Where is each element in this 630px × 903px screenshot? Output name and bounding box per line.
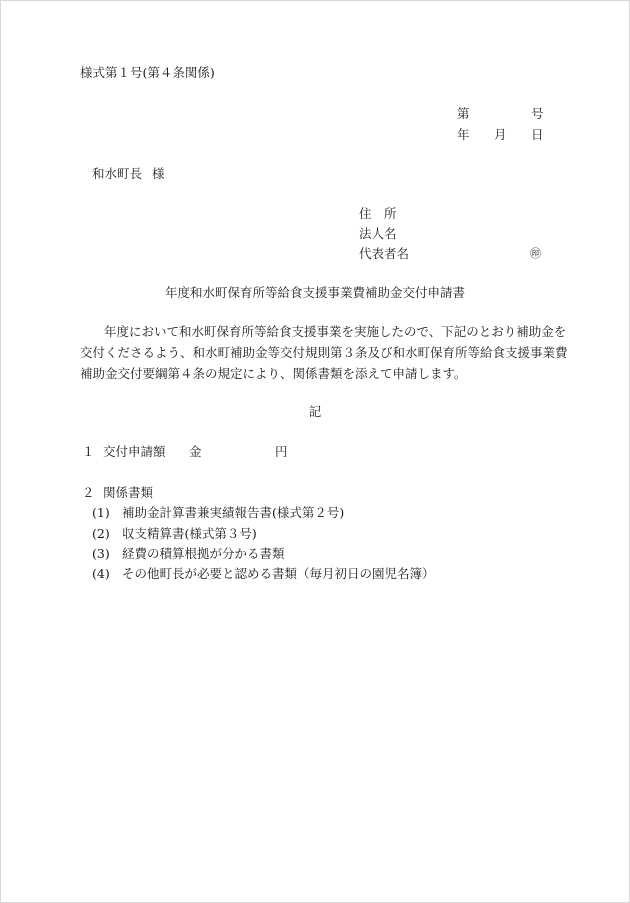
applicant-corp-label: 法人名 — [359, 226, 397, 241]
applicant-address-label: 住 所 — [359, 206, 397, 221]
addressee-honorific: 様 — [152, 166, 165, 181]
item1-number: １ — [82, 444, 95, 459]
doc-text: 収支精算書(様式第３号) — [122, 526, 257, 541]
seal-mark: ㊞ — [530, 247, 541, 260]
item1-yen: 円 — [275, 444, 288, 459]
addressee-name: 和水町長 — [92, 166, 143, 181]
date-month-label: 月 — [494, 127, 507, 142]
item2-label: 関係書類 — [103, 485, 154, 500]
doc-number: (1) — [92, 505, 110, 520]
body-line-2: 交付くださるよう、和水町補助金等交付規則第３条及び和水町保育所等給食支援事業費 — [80, 345, 568, 360]
date-year-label: 年 — [457, 127, 470, 142]
number-label-dai: 第 — [457, 106, 470, 121]
doc-text: 補助金計算書兼実績報告書(様式第２号) — [122, 505, 345, 520]
body-line-1: 年度において和水町保育所等給食支援事業を実施したので、下記のとおり補助金を — [104, 324, 567, 339]
ki-heading: 記 — [308, 404, 322, 419]
doc-number: (2) — [92, 526, 110, 541]
doc-number: (4) — [92, 566, 110, 581]
applicant-rep-label: 代表者名 — [359, 246, 410, 261]
doc-text: その他町長が必要と認める書類（毎月初日の園児名簿） — [122, 566, 435, 581]
form-label: 様式第１号(第４条関係) — [80, 65, 215, 80]
doc-number: (3) — [92, 546, 110, 561]
item2-number: ２ — [82, 485, 95, 500]
item1-kin: 金 — [189, 444, 202, 459]
date-day-label: 日 — [531, 127, 544, 142]
document-title: 年度和水町保育所等給食支援事業費補助金交付申請書 — [164, 285, 465, 300]
doc-text: 経費の積算根拠が分かる書類 — [122, 546, 285, 561]
item1-label: 交付申請額 — [103, 444, 166, 459]
number-label-go: 号 — [531, 106, 544, 121]
body-line-3: 補助金交付要綱第４条の規定により、関係書類を添えて申請します。 — [80, 366, 467, 381]
